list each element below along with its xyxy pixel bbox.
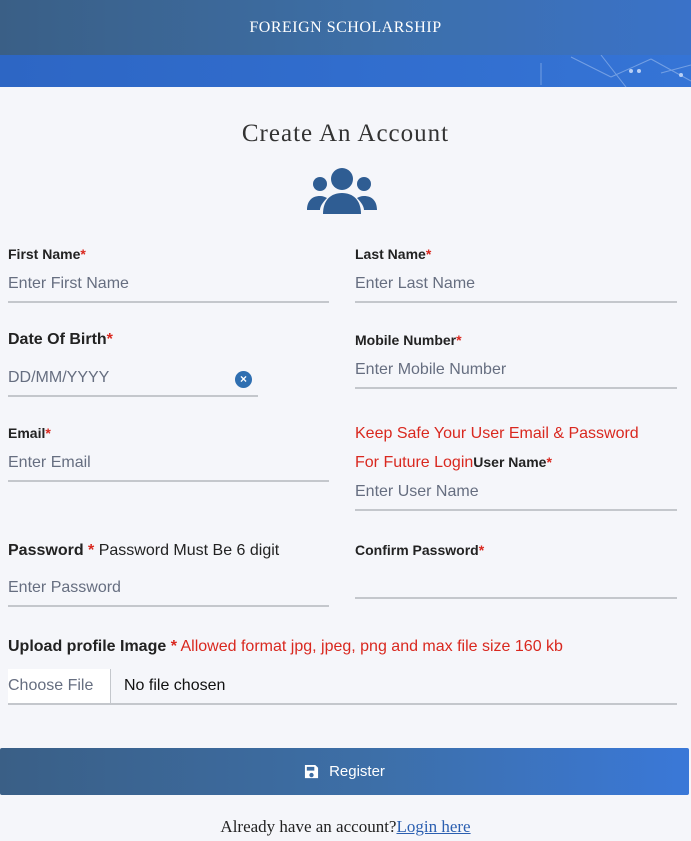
warning-line-1: Keep Safe Your User Email & Password — [355, 425, 639, 442]
user-name-input[interactable] — [355, 475, 677, 511]
file-status: No file chosen — [124, 677, 226, 694]
profile-image-upload[interactable] — [8, 669, 677, 705]
required-marker: * — [425, 246, 432, 262]
password-label — [8, 542, 279, 560]
required-marker: * — [546, 454, 552, 470]
choose-file-button[interactable]: Choose File — [8, 669, 111, 703]
required-marker: * — [88, 542, 95, 559]
login-prompt-text: Already have an account? — [220, 817, 397, 836]
upload-label-text: Upload profile Image — [8, 638, 167, 655]
register-button-label: Register — [329, 763, 385, 780]
clear-icon[interactable]: × — [235, 371, 252, 388]
header-title: FOREIGN SCHOLARSHIP — [249, 18, 442, 36]
dob-label — [8, 331, 113, 349]
password-input[interactable] — [8, 571, 329, 607]
dob-label-text: Date Of Birth — [8, 331, 107, 348]
required-marker: * — [170, 638, 177, 655]
dob-input[interactable] — [8, 361, 258, 397]
mobile-label — [355, 332, 462, 348]
confirm-password-label — [355, 542, 484, 558]
network-pattern-icon — [531, 55, 691, 87]
upload-label — [8, 638, 563, 656]
register-button[interactable] — [0, 748, 689, 795]
required-marker: * — [478, 542, 485, 558]
users-icon — [307, 166, 377, 216]
email-label — [8, 425, 51, 441]
required-marker: * — [45, 425, 51, 441]
last-name-label — [355, 246, 431, 262]
save-icon — [304, 764, 319, 779]
login-prompt — [0, 817, 691, 837]
warning-line-2-row — [355, 448, 685, 477]
email-input[interactable] — [8, 446, 329, 482]
user-name-label — [473, 454, 552, 470]
page-title: Create An Account — [241, 120, 450, 147]
first-name-input[interactable] — [8, 267, 329, 303]
header-decoration-strip — [0, 55, 691, 87]
email-label-text: Email — [8, 425, 46, 441]
password-label-text: Password — [8, 542, 84, 559]
mobile-input[interactable] — [355, 353, 677, 389]
credentials-warning — [355, 420, 685, 477]
mobile-label-text: Mobile Number — [355, 332, 457, 348]
required-marker: * — [80, 246, 86, 262]
last-name-input[interactable] — [355, 267, 677, 303]
warning-line-2: For Future Login — [355, 454, 474, 471]
login-link[interactable]: Login here — [396, 817, 471, 836]
first-name-label — [8, 246, 86, 262]
last-name-label-text: Last Name — [355, 246, 426, 262]
user-name-label-text: User Name — [473, 454, 547, 470]
confirm-password-label-text: Confirm Password — [355, 542, 479, 558]
required-marker: * — [456, 332, 462, 348]
required-marker: * — [106, 331, 113, 348]
app-header — [0, 0, 691, 55]
password-note: Password Must Be 6 digit — [94, 542, 280, 559]
confirm-password-input[interactable] — [355, 563, 677, 599]
upload-note: Allowed format jpg, jpeg, png and max file size 160 kb — [176, 638, 563, 655]
first-name-label-text: First Name — [8, 246, 81, 262]
